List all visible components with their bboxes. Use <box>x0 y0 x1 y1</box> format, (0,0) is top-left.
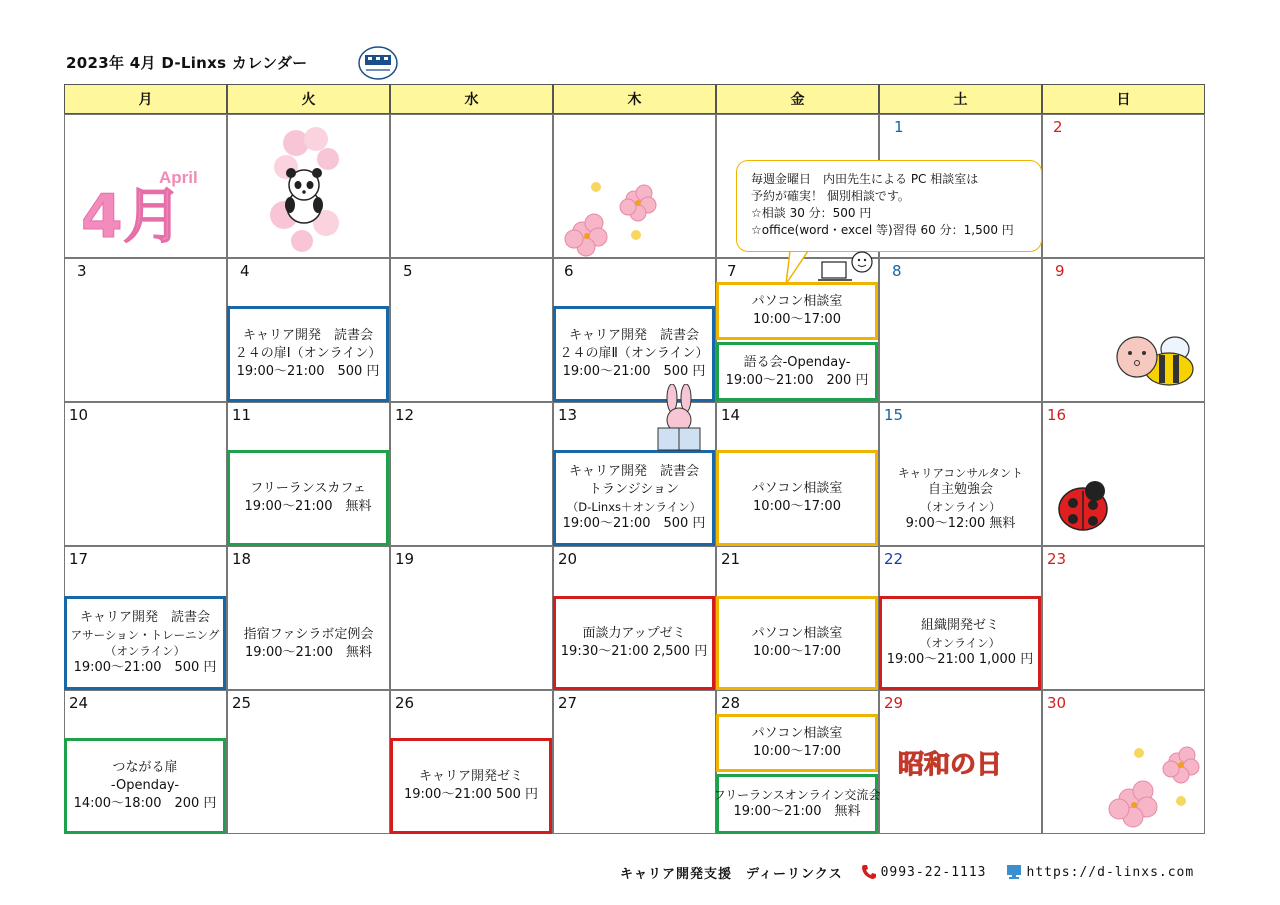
footer <box>620 862 1194 882</box>
april-word: April <box>159 168 198 187</box>
day-number: 30 <box>1047 694 1067 712</box>
calendar-cell-9 <box>1042 258 1205 402</box>
event-book-club-transition[interactable] <box>553 450 715 546</box>
event-kataru-kai[interactable] <box>716 342 878 401</box>
event-subtitle: トランジション <box>588 482 680 497</box>
event-time-price: 19:00～21:00 500 円 <box>562 516 706 531</box>
event-title: フリーランスオンライン交流会 <box>713 788 881 802</box>
event-organizer: キャリアコンサルタント <box>898 466 1023 480</box>
event-title: 語る会-Openday- <box>743 354 851 370</box>
event-location: （D-Linxs＋オンライン） <box>566 500 702 514</box>
event-freelance-cafe[interactable] <box>227 450 389 546</box>
event-title: パソコン相談室 <box>751 481 843 496</box>
calendar-cell-16 <box>1042 402 1205 546</box>
person-laptop-icon <box>818 248 878 284</box>
event-location: （オンライン） <box>919 636 1001 650</box>
phone-icon <box>861 864 877 880</box>
page-title: 2023年 4月 D-Linxs カレンダー <box>66 54 308 72</box>
day-number: 24 <box>69 694 89 712</box>
footer-url[interactable]: https://d-linxs.com <box>1026 864 1195 880</box>
event-time-price: 19:00～21:00 200 円 <box>725 372 869 388</box>
day-number: 8 <box>892 262 902 280</box>
dlinxs-logo-icon <box>358 46 398 80</box>
day-number: 12 <box>395 406 415 424</box>
calendar-cell-empty <box>553 114 716 258</box>
event-time: 10:00～17:00 <box>753 499 841 514</box>
event-time-price: 19:00～21:00 500 円 <box>403 787 538 802</box>
event-title: キャリア開発 読書会 <box>79 610 210 625</box>
computer-icon <box>1005 864 1023 880</box>
event-time-price: 9:00～12:00 無料 <box>905 516 1016 531</box>
event-time-price: 19:00～21:00 500 円 <box>236 364 380 379</box>
event-time-price: 19:00～21:00 500 円 <box>562 364 706 379</box>
weekday-fri: 金 <box>716 84 879 114</box>
calendar-cell-30 <box>1042 690 1205 834</box>
day-number: 26 <box>395 694 415 712</box>
day-number: 28 <box>721 694 741 712</box>
calendar-cell-5 <box>390 258 553 402</box>
event-freelance-online-meetup[interactable] <box>713 774 881 834</box>
footer-org: キャリア開発支援 ディーリンクス <box>620 866 843 882</box>
sakura-flower-icon <box>1101 741 1205 831</box>
day-number: 4 <box>240 262 250 280</box>
event-title: フリーランスカフェ <box>250 481 366 496</box>
day-number: 11 <box>232 406 252 424</box>
day-number: 16 <box>1047 406 1067 424</box>
calendar-cell-23 <box>1042 546 1205 690</box>
weekday-thu: 木 <box>553 84 716 114</box>
event-title: キャリア開発 読書会 <box>568 328 699 343</box>
event-subtitle: ２４の扉Ⅰ（オンライン） <box>234 346 382 361</box>
event-pc-consultation[interactable] <box>716 282 878 340</box>
event-time-price: 19:00～21:00 無料 <box>244 499 372 514</box>
rabbit-reading-icon <box>652 384 708 460</box>
day-number: 1 <box>894 118 904 136</box>
event-interview-skills-seminar[interactable] <box>553 596 715 690</box>
event-time-price: 19:00～21:00 無料 <box>245 645 372 660</box>
weekday-sat: 土 <box>879 84 1042 114</box>
calendar-cell-10 <box>64 402 227 546</box>
event-time: 10:00～17:00 <box>753 312 841 327</box>
note-line: ☆相談 30 分：500 円 <box>751 206 872 220</box>
day-number: 13 <box>558 406 578 424</box>
event-title: キャリア開発 読書会 <box>568 464 699 479</box>
note-line: 予約が確実！ 個別相談です。 <box>751 189 910 203</box>
day-number: 7 <box>727 262 737 280</box>
ladybug-icon <box>1053 477 1113 533</box>
event-book-club-24-doors-1[interactable] <box>227 306 389 402</box>
event-pc-consultation[interactable] <box>716 596 878 690</box>
weekday-wed: 水 <box>390 84 553 114</box>
calendar-cell-29 <box>879 690 1042 834</box>
weekday-sun: 日 <box>1042 84 1205 114</box>
day-number: 10 <box>69 406 89 424</box>
event-title: パソコン相談室 <box>751 294 843 309</box>
event-tsunagaru-tobira[interactable] <box>64 738 226 834</box>
event-time-price: 14:00～18:00 200 円 <box>73 796 217 811</box>
day-number: 29 <box>884 694 904 712</box>
event-title: 自主勉強会 <box>927 482 993 497</box>
event-subtitle: -Openday- <box>110 778 180 793</box>
day-number: 21 <box>721 550 741 568</box>
day-number: 22 <box>884 550 904 568</box>
note-line: 毎週金曜日 内田先生による PC 相談室は <box>751 172 979 186</box>
bee-icon <box>1113 331 1203 397</box>
note-line: ☆office(word・excel 等)習得 60 分：1,500 円 <box>751 223 1014 237</box>
event-title: 指宿ファシラボ定例会 <box>243 627 374 642</box>
calendar-cell-25 <box>227 690 390 834</box>
event-book-club-assertion[interactable] <box>64 596 226 690</box>
event-location: （オンライン） <box>104 644 186 658</box>
day-number: 17 <box>69 550 89 568</box>
event-pc-consultation[interactable] <box>716 450 878 546</box>
event-title: 面談力アップゼミ <box>582 626 686 641</box>
event-time-price: 19:00～21:00 無料 <box>733 804 861 819</box>
day-number: 20 <box>558 550 578 568</box>
event-time-price: 19:00～21:00 500 円 <box>73 660 217 675</box>
event-time: 10:00～17:00 <box>753 744 841 759</box>
pc-consultation-note <box>736 160 1042 252</box>
calendar-cell-12 <box>390 402 553 546</box>
day-number: 25 <box>232 694 252 712</box>
event-title: パソコン相談室 <box>751 726 843 741</box>
showa-day-art <box>894 743 1024 783</box>
sakura-flower-icon <box>560 173 660 257</box>
calendar-cell-27 <box>553 690 716 834</box>
event-title: つながる扉 <box>112 760 178 775</box>
day-number: 6 <box>564 262 574 280</box>
calendar-cell-3 <box>64 258 227 402</box>
footer-phone[interactable]: 0993-22-1113 <box>880 864 987 880</box>
event-time-price: 19:30～21:00 2,500 円 <box>560 644 708 659</box>
holiday-label: 昭和の日 <box>898 750 1003 780</box>
event-career-consultant-study[interactable] <box>879 454 1042 544</box>
calendar-cell-empty <box>64 114 227 258</box>
event-time: 10:00～17:00 <box>753 644 841 659</box>
event-org-development-seminar[interactable] <box>879 596 1041 690</box>
event-subtitle: ２４の扉Ⅱ（オンライン） <box>559 346 709 361</box>
day-number: 14 <box>721 406 741 424</box>
event-location: （オンライン） <box>920 500 1001 514</box>
april-big-text: 4月 <box>81 182 183 243</box>
weekday-mon: 月 <box>64 84 227 114</box>
event-title: キャリア開発 読書会 <box>242 328 373 343</box>
day-number: 18 <box>232 550 252 568</box>
day-number: 23 <box>1047 550 1067 568</box>
calendar-cell-19 <box>390 546 553 690</box>
day-number: 2 <box>1053 118 1063 136</box>
calendar-cell-empty <box>227 114 390 258</box>
event-title: 組織開発ゼミ <box>920 618 999 633</box>
day-number: 3 <box>77 262 87 280</box>
day-number: 9 <box>1055 262 1065 280</box>
event-ibusuki-facilab[interactable] <box>227 604 390 684</box>
event-title: キャリア開発ゼミ <box>418 769 523 784</box>
calendar-cell-8 <box>879 258 1042 402</box>
calendar-cell-empty <box>390 114 553 258</box>
day-number: 5 <box>403 262 413 280</box>
day-number: 27 <box>558 694 578 712</box>
panda-sakura-icon <box>266 123 356 255</box>
day-number: 19 <box>395 550 415 568</box>
event-time-price: 19:00～21:00 1,000 円 <box>886 652 1034 667</box>
event-title: パソコン相談室 <box>751 626 843 641</box>
calendar-cell-2 <box>1042 114 1205 258</box>
weekday-tue: 火 <box>227 84 390 114</box>
event-subtitle: アサーション・トレーニング <box>70 628 220 642</box>
day-number: 15 <box>884 406 904 424</box>
event-career-development-seminar[interactable] <box>390 738 552 834</box>
event-pc-consultation[interactable] <box>716 714 878 772</box>
april-title-art <box>79 159 219 243</box>
